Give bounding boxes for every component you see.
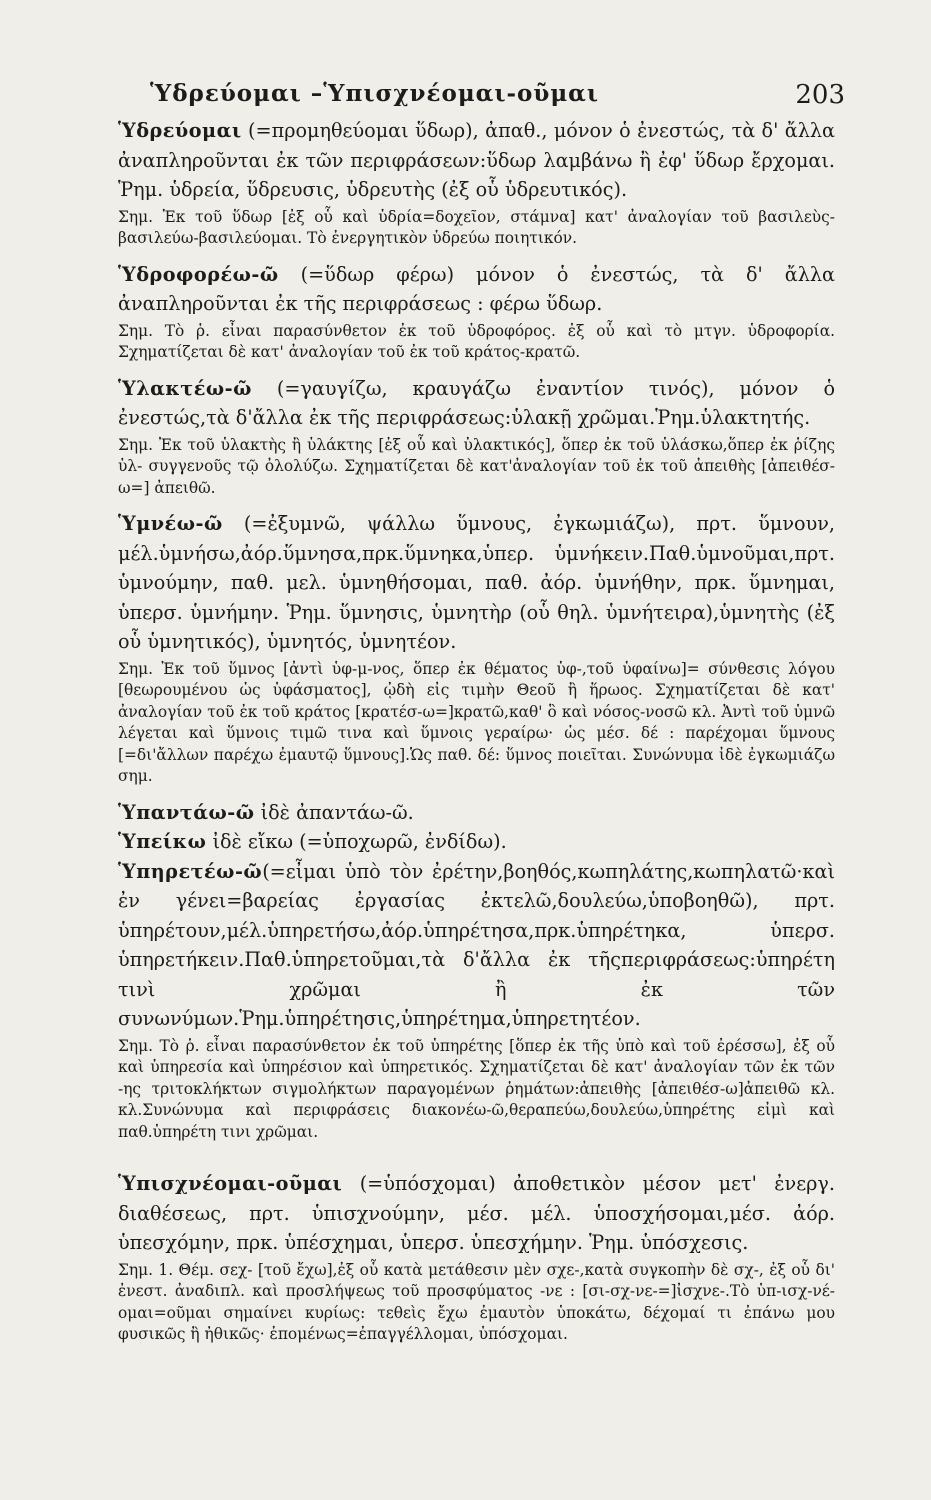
entry [118, 798, 835, 828]
entry-headword: Ὑπείκω [118, 830, 207, 853]
entry-note: Σημ. Ἐκ τοῦ ὕμνος [ἀντὶ ὑφ-μ-νος, ὅπερ ἐκ θέματος ὑφ-,τοῦ ὑφαίνω]= σύνθεσις λόγου [θεωρουμένου ὡς ὑφάσματος], ᾠδὴ εἰς τιμὴν Θεοῦ ἢ ἥρωος. Σχηματίζεται δὲ κατ' ἀναλογίαν τοῦ ἐκ τοῦ κράτος [κρατέσ-ω=]κρατῶ,καθ' ὃ καὶ νόσος-νοσῶ κλ. Ἀντὶ τοῦ ὑμνῶ λέγεται καὶ ὕμνοις τιμῶ τινα καὶ ὕμνοις γεραίρω· ὡς μέσ. δέ : παρέχομαι ὕμνους [=δι'ἄλλων παρέχω ἐμαυτῷ ὕμνους].Ὡς παθ. δέ: ὕμνος ποιεῖται. Συνώνυμα ἰδὲ ἐγκωμιάζω σημ. [118, 659, 835, 785]
entry [118, 1169, 835, 1258]
entry-note: Σημ. Τὸ ῥ. εἶναι παρασύνθετον ἐκ τοῦ ὑδροφόρος. ἐξ οὗ καὶ τὸ μτγν. ὑδροφορία. Σχηματίζεται δὲ κατ' ἀναλογίαν τοῦ ἐκ τοῦ κράτος-κρατῶ. [118, 321, 835, 361]
entry-headword: Ὑπισχνέομαι-οῦμαι [118, 1172, 343, 1195]
page-header [118, 70, 845, 116]
entry-note: Σημ. Τὸ ῥ. εἶναι παρασύνθετον ἐκ τοῦ ὑπηρέτης [ὅπερ ἐκ τῆς ὑπὸ καὶ τοῦ ἐρέσσω], ἐξ οὗ καὶ ὑπηρεσία καὶ ὑπηρέσιον καὶ ὑπηρετικός. Σχηματίζεται δὲ κατ' ἀναλογίαν τῶν ἐκ τῶν -ης τριτοκλήκτων σιγμολήκτων παραγομένων ῥημάτων:ἀπειθὴς [ἀπειθέσ-ω]ἀπειθῶ κλ. κλ.Συνώνυμα καὶ περιφράσεις διακονέω-ῶ,θεραπεύω,δουλεύω,ὑπηρέτης εἰμὶ καὶ παθ.ὑπηρέτη τινι χρῶμαι. [118, 1036, 835, 1141]
entry [118, 827, 835, 857]
entry [118, 857, 835, 1034]
entry-text: (=προμηθεύομαι ὕδωρ), ἀπαθ., μόνον ὁ ἐνεστώς, τὰ δ' ἄλλα ἀναπληροῦνται ἐκ τῶν περιφράσεων:ὕδωρ λαμβάνω ἢ ἐφ' ὕδωρ ἔρχομαι. Ῥημ. ὑδρεία, ὕδρευσις, ὑδρευτὴς (ἐξ οὗ ὑδρευτικός). [118, 119, 835, 201]
entry-text: (=εἶμαι ὑπὸ τὸν ἐρέτην,βοηθός,κωπηλάτης,κωπηλατῶ·καὶ ἐν γένει=βαρείας ἐργασίας ἐκτελῶ,δουλεύω,ὑποβοηθῶ), πρτ. ὑπηρέτουν,μέλ.ὑπηρετήσω,ἀόρ.ὑπηρέτησα,πρκ.ὑπηρέτηκα, ὑπερσ. ὑπηρετήκειν.Παθ.ὑπηρετοῦμαι,τὰ δ'ἄλλα ἐκ τῆςπεριφράσεως:ὑπηρέτη τινὶ χρῶμαι ἢ ἐκ τῶν συνωνύμων.Ῥημ.ὑπηρέτησις,ὑπηρέτημα,ὑπηρετητέον. [118, 859, 835, 1030]
entry-headword: Ὑδροφορέω-ῶ [118, 262, 279, 286]
entry-text: ἰδὲ εἴκω (=ὑποχωρῶ, ἐνδίδω). [206, 830, 507, 853]
entry-text: (=ὑπόσχομαι) ἀποθετικὸν μέσον μετ' ἐνεργ. διαθέσεως, πρτ. ὑπισχνούμην, μέσ. μέλ. ὑποσχήσομαι,μέσ. ἀόρ. ὑπεσχόμην, πρκ. ὑπέσχημαι, ὑπερσ. ὑπεσχήμην. Ῥημ. ὑπόσχεσις. [118, 1172, 835, 1254]
entry [118, 116, 835, 205]
entry-text: (=ὕδωρ φέρω) μόνον ὁ ἐνεστώς, τὰ δ' ἄλλα ἀναπληροῦνται ἐκ τῆς περιφράσεως : φέρω ὕδωρ. [118, 262, 835, 315]
entry-text: ἰδὲ ἀπαντάω-ῶ. [254, 800, 414, 824]
entry-headword: Ὑμνέω-ῶ [118, 512, 223, 535]
entry-headword: Ὑπαντάω-ῶ [118, 800, 255, 824]
entry-text: (=γαυγίζω, κραυγάζω ἐναντίον τινός), μόνον ὁ ἐνεστώς,τὰ δ'ἄλλα ἐκ τῆς περιφράσεως:ὑλακῇ χρῶμαι.Ῥημ.ὑλακτητής. [118, 376, 835, 429]
entry-headword: Ὑλακτέω-ῶ [118, 376, 252, 400]
entry-note: Σημ. 1. Θέμ. σεχ- [τοῦ ἔχω],ἐξ οὗ κατὰ μετάθεσιν μὲν σχε-,κατὰ συγκοπὴν δὲ σχ-, ἐξ οὗ δι' ἐνεστ. ἀναδιπλ. καὶ προσλήψεως τοῦ προσφύματος -νε : [σι-σχ-νε-=]ἰσχνε-.Τὸ ὑπ-ισχ-νέ-ομαι=οῦμαι σημαίνει κυρίως: τεθεὶς ἔχω ἐμαυτὸν ὑποκάτω, δέχομαί τι ἐπάνω μου φυσικῶς ἢ ἠθικῶς· ἐπομένως=ἐπαγγέλλομαι, ὑπόσχομαι. [118, 1260, 835, 1343]
entry-headword: Ὑπηρετέω-ῶ [118, 859, 263, 883]
page-number: 203 [795, 80, 845, 110]
entry [118, 509, 835, 657]
entry-text: (=ἐξυμνῶ, ψάλλω ὕμνους, ἐγκωμιάζω), πρτ. ὕμνουν, μέλ.ὑμνήσω,ἀόρ.ὕμνησα,πρκ.ὕμνηκα,ὑπερ. ὑμνήκειν.Παθ.ὑμνοῦμαι,πρτ. ὑμνούμην, παθ. μελ. ὑμνηθήσομαι, παθ. ἀόρ. ὑμνήθην, πρκ. ὕμνημαι, ὑπερσ. ὑμνήμην. Ῥημ. ὕμνησις, ὑμνητὴρ (οὗ θηλ. ὑμνήτειρα),ὑμνητὴς (ἐξ οὗ ὑμνητικός), ὑμνητός, ὑμνητέον. [118, 512, 835, 653]
entry [118, 374, 835, 433]
entry-note: Σημ. Ἐκ τοῦ ὑλακτὴς ἢ ὑλάκτης [ἐξ οὗ καὶ ὑλακτικός], ὅπερ ἐκ τοῦ ὑλάσκω,ὅπερ ἐκ ῥίζης ὑλ- συγγενοῦς τῷ ὀλολύζω. Σχηματίζεται δὲ κατ'ἀναλογίαν τοῦ ἐκ τοῦ ἀπειθὴς [ἀπειθέσ-ω=] ἀπειθῶ. [118, 435, 835, 497]
entry [118, 260, 835, 319]
running-head: Ὑδρεύομαι –Ὑπισχνέομαι-οῦμαι [150, 80, 599, 107]
entry-headword: Ὑδρεύομαι [118, 119, 242, 142]
entry-note: Σημ. Ἐκ τοῦ ὕδωρ [ἐξ οὗ καὶ ὑδρία=δοχεῖον, στάμνα] κατ' ἀναλογίαν τοῦ βασιλεὺς-βασιλεύω-βασιλεύομαι. Τὸ ἐνεργητικὸν ὑδρεύω ποιητικόν. [118, 207, 835, 247]
